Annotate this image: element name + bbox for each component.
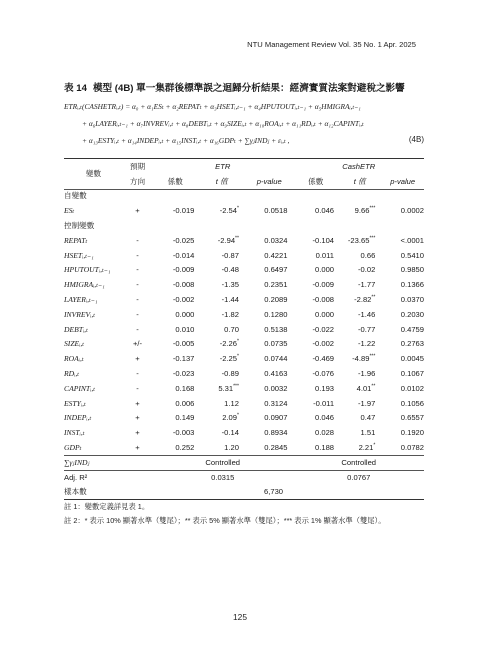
table-title — [64, 80, 424, 94]
etr-p-value-value: 0.0907 — [264, 413, 288, 423]
etr-coefficient-value: -0.023 — [172, 369, 195, 379]
cash-t-value-value: -2.82 — [354, 295, 372, 305]
cash-coefficient — [293, 411, 338, 426]
cash-t-value-value: 0.66 — [360, 250, 376, 260]
etr-p-value — [245, 263, 294, 278]
cash-t-value — [338, 322, 381, 337]
cash-p-value — [381, 425, 424, 440]
cash-t-value-value: -0.02 — [357, 265, 376, 275]
cash-coefficient — [293, 366, 338, 381]
cash-coefficient-value: 0.046 — [315, 413, 335, 423]
cash-t-value — [338, 307, 381, 322]
etr-t-value-value: 2.09 — [222, 413, 237, 423]
cash-coefficient — [293, 233, 338, 248]
cash-coefficient-value: 0.000 — [315, 265, 335, 275]
etr-coefficient-value: -0.025 — [172, 235, 195, 245]
etr-p-value-value: 0.0735 — [264, 339, 288, 349]
header-etr-t: t 值 — [215, 176, 228, 186]
etr-coefficient-value: 0.252 — [175, 443, 195, 453]
etr-t-value-significance: * — [237, 338, 239, 345]
table-title-text: 模型 (4B) 單一集群後標準誤之迴歸分析結果：經濟實質法案對避稅之影響 — [92, 83, 405, 94]
variable-name: SIZEᵢ,ₜ — [64, 339, 85, 349]
cash-p-value — [381, 233, 424, 248]
cash-coefficient-value: 0.011 — [315, 250, 335, 260]
cash-t-value — [338, 381, 381, 396]
cash-p-value-value: 0.0782 — [400, 443, 424, 453]
variable-name: LAYERᵢ,ₜ₋₁ — [64, 295, 98, 305]
equation-line-1: ETRᵢ,ₜ(CASHETRᵢ,ₜ) = α₀ + α₁ESₜ + α₂REPATₜ + α₃HSETᵢ,ₜ₋₁ + α₄HPUTOUTᵢ,ₜ₋₁ + α₅HMIGRAᵢ,ₜ₋₁ — [64, 102, 361, 111]
etr-t-value-value: -1.44 — [221, 295, 239, 305]
section-control-row — [64, 218, 424, 233]
cash-coefficient-value: 0.000 — [315, 309, 335, 319]
cash-p-value-value: 0.6557 — [400, 413, 424, 423]
etr-t-value-value: -0.14 — [221, 428, 239, 438]
table-row — [64, 337, 424, 352]
header-cash-p: p-value — [390, 176, 416, 186]
adj-r2-label: Adj. R² — [64, 472, 88, 482]
etr-coefficient-value: -0.005 — [172, 339, 195, 349]
sample-row — [64, 485, 424, 500]
etr-controlled: Controlled — [205, 457, 241, 467]
cash-p-value-value: 0.5410 — [400, 250, 424, 260]
cash-coefficient — [293, 307, 338, 322]
table-row — [64, 425, 424, 440]
etr-coefficient-value: 0.010 — [175, 324, 195, 334]
predicted-sign: - — [136, 280, 139, 290]
table-row — [64, 381, 424, 396]
variable-name: ROAᵢ,ₜ — [64, 354, 84, 364]
cash-coefficient — [293, 277, 338, 292]
etr-t-value-value: -2.94 — [217, 235, 236, 245]
etr-t-value — [198, 307, 245, 322]
etr-t-value — [198, 263, 245, 278]
cash-t-value-value: -1.22 — [357, 339, 376, 349]
etr-t-value — [198, 337, 245, 352]
variable-name: DEBTᵢ,ₜ — [64, 324, 88, 334]
etr-t-value-value: -1.35 — [221, 280, 239, 290]
etr-t-value-value: -2.25 — [219, 354, 237, 364]
cash-t-value — [338, 351, 381, 366]
etr-p-value — [245, 425, 294, 440]
cash-t-value — [338, 440, 381, 455]
cash-p-value-value: 0.1056 — [400, 398, 424, 408]
equation-label: (4B) — [408, 135, 424, 144]
cash-t-value — [338, 411, 381, 426]
cash-p-value-value: <.0001 — [400, 235, 424, 245]
etr-t-value — [198, 411, 245, 426]
etr-p-value — [245, 440, 294, 455]
cash-p-value-value: 0.2763 — [400, 339, 424, 349]
etr-coefficient — [152, 366, 198, 381]
etr-p-value-value: 0.4163 — [264, 369, 288, 379]
note-1: 註 1：變數定義詳見表 1。 — [64, 502, 150, 511]
cash-t-value-value: 2.21 — [358, 443, 374, 453]
etr-t-value — [198, 292, 245, 307]
cash-t-value-value: -1.97 — [357, 398, 376, 408]
variable-name: RDᵢ,ₜ — [64, 369, 80, 379]
cash-coefficient — [293, 337, 338, 352]
etr-p-value — [245, 248, 294, 263]
cash-p-value — [381, 366, 424, 381]
etr-t-value — [198, 396, 245, 411]
etr-t-value-value: 5.31 — [218, 383, 234, 393]
variable-name: INSTᵢ,ₜ — [64, 428, 85, 438]
cash-t-value-significance: ** — [371, 383, 376, 390]
cash-coefficient — [293, 292, 338, 307]
cash-t-value — [338, 263, 381, 278]
industry-row — [64, 455, 424, 470]
table-bottom-rule — [64, 499, 424, 500]
etr-p-value-value: 0.2089 — [264, 295, 288, 305]
etr-t-value — [198, 277, 245, 292]
predicted-sign: - — [136, 250, 139, 260]
etr-coefficient — [152, 248, 198, 263]
cash-p-value — [381, 203, 424, 218]
etr-p-value-value: 0.1280 — [264, 309, 288, 319]
etr-coefficient-value: -0.137 — [172, 354, 195, 364]
adj-r2-rule — [64, 470, 424, 471]
etr-p-value-value: 0.0518 — [264, 206, 288, 216]
cash-t-value-value: 1.51 — [360, 428, 376, 438]
cash-p-value-value: 0.0370 — [400, 295, 424, 305]
cash-p-value — [381, 322, 424, 337]
sample-label: 樣本數 — [64, 487, 87, 497]
cash-p-value — [381, 337, 424, 352]
industry-rule — [64, 455, 424, 456]
etr-t-value-value: 1.20 — [224, 443, 239, 453]
industry-variable: ∑γⱼINDⱼ — [64, 457, 90, 467]
etr-p-value — [245, 381, 294, 396]
cash-p-value — [381, 292, 424, 307]
etr-coefficient — [152, 411, 198, 426]
etr-t-value-significance: * — [237, 412, 239, 419]
variable-name: CAPINTᵢ,ₜ — [64, 383, 96, 393]
etr-coefficient — [152, 425, 198, 440]
table-row — [64, 248, 424, 263]
cash-coefficient — [293, 440, 338, 455]
industry-sign — [123, 455, 152, 470]
etr-coefficient — [152, 337, 198, 352]
table-row — [64, 203, 424, 218]
etr-p-value-value: 0.5138 — [264, 324, 288, 334]
etr-coefficient-value: -0.002 — [172, 295, 195, 305]
etr-t-value-value: -2.26 — [219, 339, 237, 349]
etr-coefficient-value: -0.008 — [172, 280, 195, 290]
cash-coefficient-value: 0.028 — [315, 428, 335, 438]
table-row — [64, 292, 424, 307]
etr-t-value — [198, 322, 245, 337]
predicted-sign: - — [136, 235, 139, 245]
etr-p-value — [245, 307, 294, 322]
variable-name: HSETᵢ,ₜ₋₁ — [64, 250, 94, 260]
variable-name: HMIGRAᵢ,ₜ₋₁ — [64, 280, 105, 290]
cash-coefficient — [293, 263, 338, 278]
cash-p-value — [381, 277, 424, 292]
etr-t-value-value: -0.48 — [221, 265, 239, 275]
cash-t-value — [338, 337, 381, 352]
header-predicted-1: 預期 — [129, 161, 146, 171]
etr-coefficient — [152, 203, 198, 218]
predicted-sign: + — [135, 354, 140, 364]
etr-t-value-significance: * — [237, 205, 239, 212]
variable-name: INVREVᵢ,ₜ — [64, 309, 96, 319]
etr-t-value — [198, 440, 245, 455]
etr-p-value — [245, 396, 294, 411]
cash-t-value-significance: *** — [369, 235, 376, 242]
table-row — [64, 396, 424, 411]
note-2: 註 2：* 表示 10% 顯著水準（雙尾）；** 表示 5% 顯著水準（雙尾）；*** 表示 1% 顯著水準（雙尾）。 — [64, 516, 386, 525]
cash-t-value-significance: *** — [369, 205, 376, 212]
etr-p-value-value: 0.2845 — [264, 443, 288, 453]
predicted-sign: - — [136, 265, 139, 275]
etr-coefficient — [152, 351, 198, 366]
cash-coefficient-value: -0.469 — [312, 354, 335, 364]
cash-coefficient — [293, 381, 338, 396]
cash-t-value-value: 4.01 — [356, 383, 372, 393]
cash-coefficient — [293, 351, 338, 366]
etr-p-value-value: 0.2351 — [264, 280, 288, 290]
predicted-sign: - — [136, 383, 139, 393]
header-predicted-2: 方向 — [129, 176, 146, 186]
cash-coefficient-value: -0.009 — [312, 280, 335, 290]
cash-t-value — [338, 366, 381, 381]
etr-coefficient — [152, 277, 198, 292]
cash-t-value — [338, 292, 381, 307]
variable-name: INDEPᵢ,ₜ — [64, 413, 92, 423]
etr-p-value-value: 0.4221 — [264, 250, 288, 260]
etr-p-value — [245, 366, 294, 381]
cash-p-value-value: 0.2030 — [400, 309, 424, 319]
etr-coefficient — [152, 381, 198, 396]
cash-coefficient-value: 0.046 — [315, 206, 335, 216]
header-etr-p: p-value — [256, 176, 282, 186]
cash-t-value-value: -1.77 — [357, 280, 376, 290]
etr-coefficient-value: -0.009 — [172, 265, 195, 275]
cash-p-value-value: 0.4759 — [400, 324, 424, 334]
etr-t-value-significance: *** — [233, 383, 239, 390]
equation-line-3: + α₁₃ESTYᵢ,ₜ + α₁₄INDEPᵢ,ₜ + α₁₅INSTᵢ,ₜ + α₁₆GDPₜ + ∑γⱼINDⱼ + εᵢ,ₜ , — [82, 136, 290, 145]
etr-p-value — [245, 337, 294, 352]
table-row — [64, 411, 424, 426]
adj-r2-etr: 0.0315 — [211, 472, 235, 482]
predicted-sign: + — [135, 398, 140, 408]
etr-p-value-value: 0.0324 — [264, 235, 288, 245]
etr-t-value-value: -0.89 — [221, 369, 239, 379]
regression-table — [64, 159, 424, 499]
running-head: NTU Management Review Vol. 35 No. 1 Apr. 2025 — [247, 40, 416, 49]
predicted-sign: + — [135, 413, 140, 423]
etr-t-value — [198, 381, 245, 396]
cash-t-value-value: -23.65 — [347, 235, 370, 245]
variable-name: HPUTOUTᵢ,ₜ₋₁ — [64, 265, 111, 275]
etr-t-value-value: -1.82 — [221, 309, 239, 319]
etr-coefficient — [152, 396, 198, 411]
cash-coefficient — [293, 203, 338, 218]
cash-p-value-value: 0.1366 — [400, 280, 424, 290]
etr-t-value-value: 0.70 — [224, 324, 239, 334]
cash-coefficient-value: -0.002 — [312, 339, 335, 349]
predicted-sign: - — [136, 309, 139, 319]
etr-t-value — [198, 425, 245, 440]
etr-p-value — [245, 292, 294, 307]
cash-coefficient-value: -0.011 — [313, 398, 335, 408]
etr-coefficient — [152, 322, 198, 337]
etr-t-value — [198, 203, 245, 218]
etr-coefficient — [152, 307, 198, 322]
cash-t-value — [338, 203, 381, 218]
cash-t-value-value: -1.46 — [357, 309, 376, 319]
header-etr-coef: 係數 — [167, 176, 183, 186]
variable-name: REPATₜ — [64, 235, 88, 245]
cash-p-value-value: 0.0045 — [400, 354, 424, 364]
cash-t-value — [338, 396, 381, 411]
page-number: 125 — [233, 612, 247, 622]
etr-t-value — [198, 351, 245, 366]
etr-coefficient-value: -0.019 — [172, 206, 195, 216]
predicted-sign: - — [136, 295, 139, 305]
etr-t-value-significance: ** — [235, 235, 239, 242]
etr-coefficient — [152, 440, 198, 455]
adj-r2-cash: 0.0767 — [347, 472, 371, 482]
cash-t-value-significance: ** — [371, 294, 376, 301]
cash-coefficient — [293, 248, 338, 263]
etr-p-value — [245, 203, 294, 218]
etr-p-value — [245, 411, 294, 426]
etr-t-value-value: -2.54 — [219, 206, 237, 216]
table-row — [64, 233, 424, 248]
cash-p-value — [381, 263, 424, 278]
header-cash-coef: 係數 — [308, 176, 324, 186]
cash-t-value — [338, 277, 381, 292]
header-group-cashetr: CashETR — [342, 161, 376, 171]
section-control: 控制變數 — [64, 221, 95, 231]
cash-p-value-value: 0.9850 — [400, 265, 424, 275]
etr-t-value-value: 1.12 — [224, 398, 239, 408]
equation-line-2: + α₆LAYERᵢ,ₜ₋₁ + α₇INVREVᵢ,ₜ + α₈DEBTᵢ,ₜ + α₉SIZEᵢ,ₜ + α₁₀ROAᵢ,ₜ + α₁₁RDᵢ,ₜ + α₁₂CAPINTᵢ,ₜ — [82, 119, 364, 128]
header-rule — [64, 189, 424, 190]
cash-p-value-value: 0.1067 — [400, 369, 424, 379]
etr-t-value-value: -0.87 — [221, 250, 239, 260]
cash-coefficient — [293, 396, 338, 411]
etr-t-value — [198, 366, 245, 381]
header-cash-t: t 值 — [353, 176, 366, 186]
cash-t-value-value: -1.96 — [357, 369, 376, 379]
predicted-sign: + — [135, 206, 140, 216]
etr-p-value — [245, 233, 294, 248]
cash-coefficient — [293, 322, 338, 337]
cash-t-value-value: 0.47 — [360, 413, 376, 423]
table-header-row-1 — [64, 159, 424, 174]
table-row — [64, 440, 424, 455]
table-row — [64, 351, 424, 366]
cash-p-value — [381, 351, 424, 366]
etr-p-value-value: 0.0744 — [264, 354, 288, 364]
cash-coefficient-value: 0.193 — [315, 383, 335, 393]
etr-t-value — [198, 233, 245, 248]
cash-p-value-value: 0.1920 — [400, 428, 424, 438]
section-dependent-row — [64, 189, 424, 204]
predicted-sign: - — [136, 324, 139, 334]
cash-p-value — [381, 411, 424, 426]
predicted-sign: - — [136, 369, 139, 379]
cash-coefficient-value: -0.022 — [312, 324, 335, 334]
etr-p-value-value: 0.3124 — [264, 398, 288, 408]
etr-coefficient-value: 0.006 — [175, 398, 195, 408]
etr-p-value — [245, 322, 294, 337]
variable-name: GDPₜ — [64, 443, 82, 453]
cash-t-value-significance: * — [373, 442, 376, 449]
variable-name: ESTYᵢ,ₜ — [64, 398, 86, 408]
etr-coefficient — [152, 263, 198, 278]
table-number: 表 14 — [64, 83, 87, 94]
table-row — [64, 307, 424, 322]
cash-p-value-value: 0.0102 — [400, 383, 424, 393]
etr-coefficient-value: 0.000 — [175, 309, 195, 319]
etr-coefficient-value: -0.014 — [172, 250, 195, 260]
cash-t-value — [338, 248, 381, 263]
predicted-sign: + — [135, 428, 140, 438]
cash-p-value — [381, 307, 424, 322]
table-row — [64, 366, 424, 381]
adj-r2-sign — [123, 470, 152, 485]
etr-p-value-value: 0.0032 — [264, 383, 288, 393]
variable-name: ESₜ — [64, 206, 75, 216]
table-row — [64, 322, 424, 337]
header-variable: 變數 — [85, 169, 102, 179]
cash-p-value — [381, 381, 424, 396]
cash-t-value-value: 9.66 — [354, 206, 370, 216]
etr-coefficient — [152, 233, 198, 248]
table-row — [64, 277, 424, 292]
cash-controlled: Controlled — [341, 457, 377, 467]
cash-t-value-value: -4.89 — [352, 354, 370, 364]
etr-t-value-significance: * — [237, 353, 239, 360]
header-group-etr: ETR — [215, 161, 231, 171]
predicted-sign: +/- — [132, 339, 143, 349]
cash-p-value-value: 0.0002 — [400, 206, 424, 216]
cash-t-value-significance: *** — [369, 353, 376, 360]
etr-p-value — [245, 351, 294, 366]
cash-coefficient — [293, 425, 338, 440]
adj-r2-row — [64, 470, 424, 485]
cash-t-value — [338, 425, 381, 440]
cash-p-value — [381, 440, 424, 455]
cash-t-value-value: -0.77 — [357, 324, 376, 334]
cash-p-value — [381, 248, 424, 263]
cash-coefficient-value: -0.104 — [312, 235, 335, 245]
cash-coefficient-value: 0.188 — [315, 443, 335, 453]
etr-p-value — [245, 277, 294, 292]
cash-coefficient-value: -0.076 — [312, 369, 335, 379]
etr-t-value — [198, 248, 245, 263]
etr-coefficient — [152, 292, 198, 307]
cash-coefficient-value: -0.008 — [312, 295, 335, 305]
etr-coefficient-value: -0.003 — [172, 428, 195, 438]
etr-p-value-value: 0.8934 — [264, 428, 288, 438]
etr-coefficient-value: 0.149 — [175, 413, 195, 423]
etr-p-value-value: 0.6497 — [264, 265, 288, 275]
predicted-sign: + — [135, 443, 140, 453]
section-dependent: 自變數 — [64, 191, 87, 201]
cash-p-value — [381, 396, 424, 411]
sample-size: 6,730 — [264, 487, 284, 497]
cash-t-value — [338, 233, 381, 248]
table-row — [64, 263, 424, 278]
etr-coefficient-value: 0.168 — [175, 383, 195, 393]
